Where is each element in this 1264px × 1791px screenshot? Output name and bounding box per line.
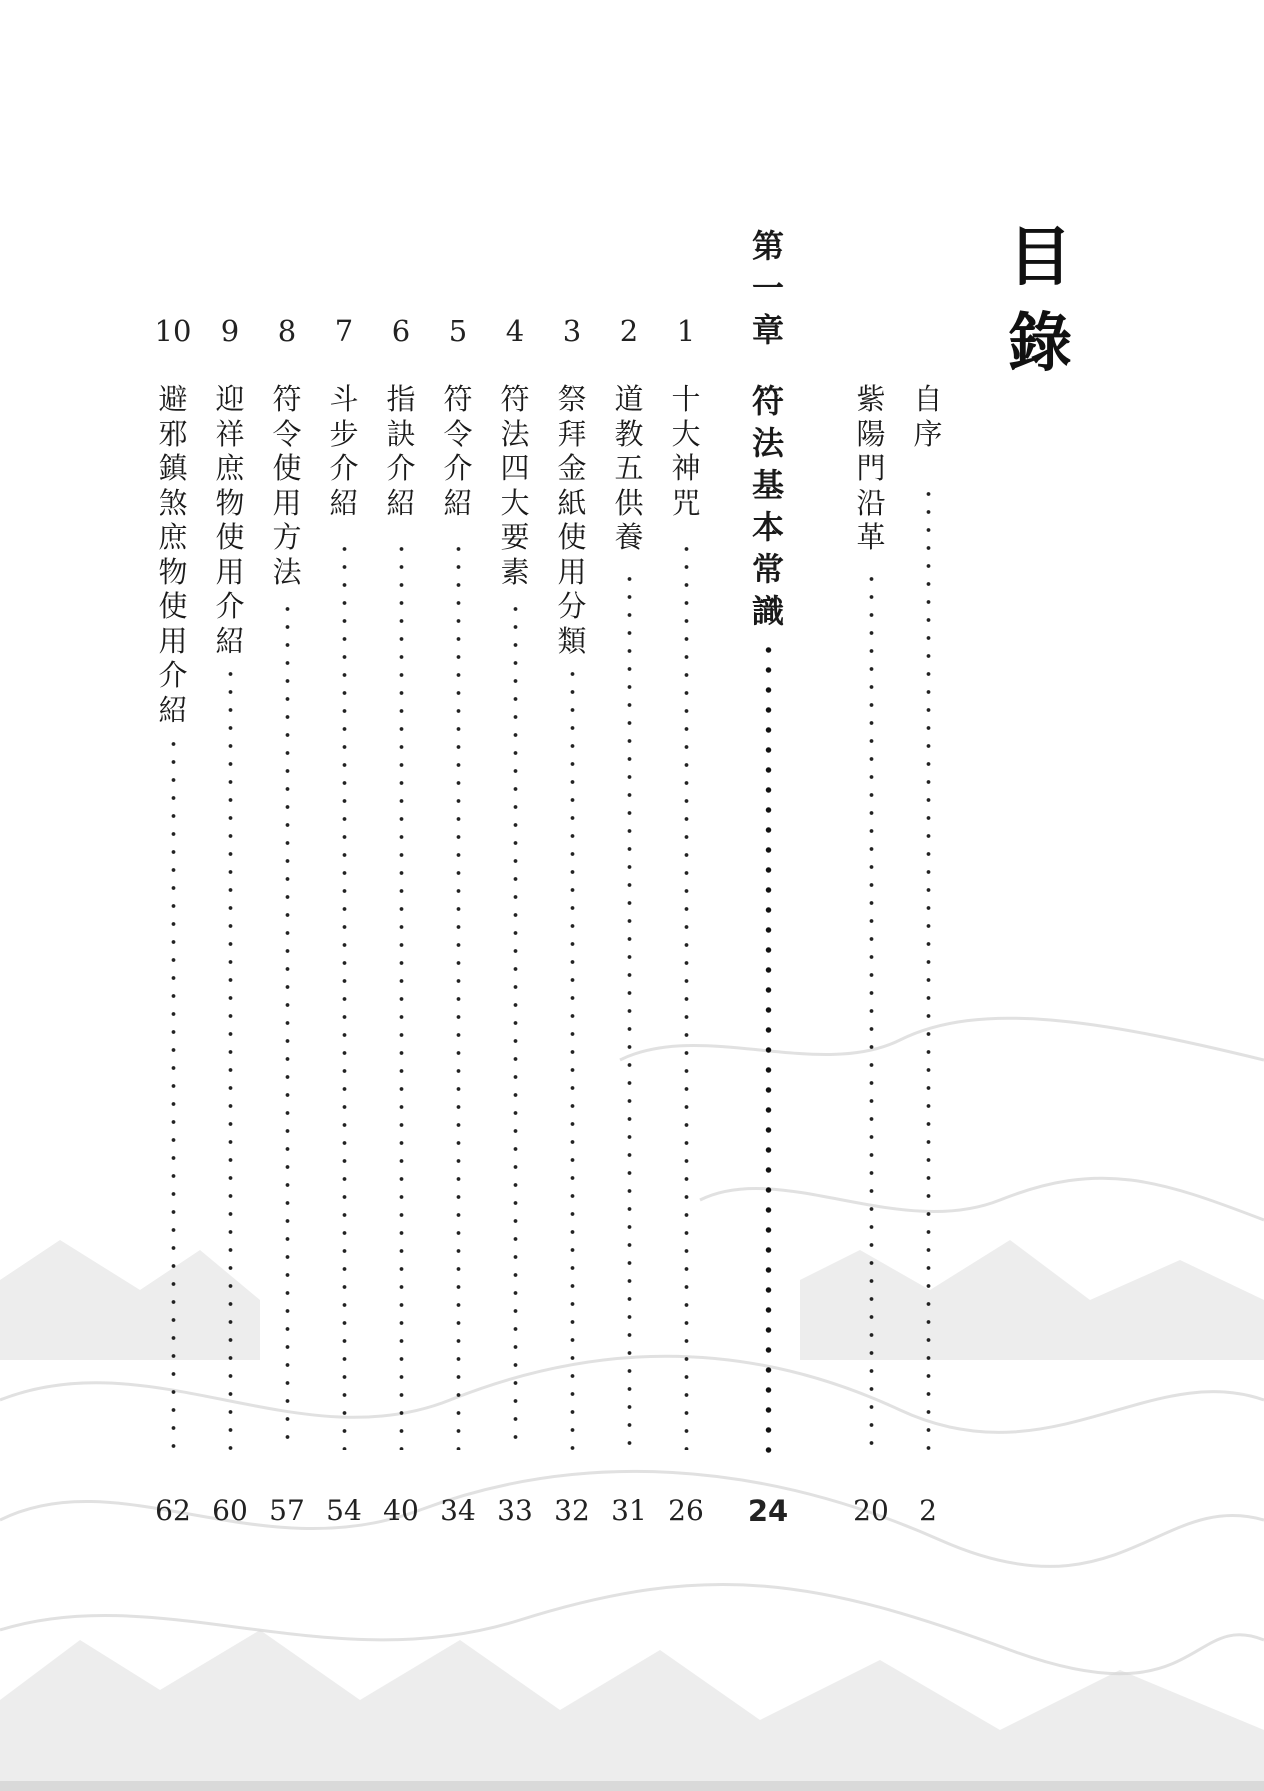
toc-entry-number: 1 bbox=[676, 314, 696, 348]
toc-entry-title: 十 大 神 咒 bbox=[671, 382, 701, 520]
toc-entry-number: 9 bbox=[220, 314, 240, 348]
toc-leader-dots bbox=[627, 570, 632, 1450]
toc-entry-number: 4 bbox=[505, 314, 525, 348]
toc-leader-dots bbox=[456, 540, 461, 1450]
toc-entry-title: 符 令 使 用 方 法 bbox=[272, 382, 302, 589]
toc-leader-dots bbox=[869, 570, 874, 1450]
toc-page-number: 32 bbox=[554, 1494, 590, 1527]
toc-entry-number: 8 bbox=[277, 314, 297, 348]
toc-leader-dots bbox=[926, 485, 931, 1450]
toc-entry-title: 道 教 五 供 養 bbox=[614, 382, 644, 554]
toc-entry-number: 5 bbox=[448, 314, 468, 348]
toc-entry-title: 符 令 介 紹 bbox=[443, 382, 473, 520]
toc-entry-number: 2 bbox=[619, 314, 639, 348]
toc-page-number: 24 bbox=[747, 1494, 789, 1528]
toc-entry-number: 6 bbox=[391, 314, 411, 348]
toc-page-number: 26 bbox=[668, 1494, 704, 1527]
toc-leader-dots bbox=[171, 735, 176, 1450]
toc-page-number: 62 bbox=[155, 1494, 191, 1527]
toc-leader-dots bbox=[513, 600, 518, 1450]
toc-leader-dots bbox=[570, 665, 575, 1450]
toc-page-number: 2 bbox=[919, 1494, 937, 1527]
toc-entry-title: 符 法 四 大 要 素 bbox=[500, 382, 530, 589]
toc-page-number: 20 bbox=[853, 1494, 889, 1527]
page-title bbox=[1000, 215, 1080, 387]
toc-page-number: 33 bbox=[497, 1494, 533, 1527]
toc-page-number: 54 bbox=[326, 1494, 362, 1527]
toc-entry-title: 避 邪 鎮 煞 庶 物 使 用 介 紹 bbox=[158, 382, 188, 727]
toc-entry-number: 3 bbox=[562, 314, 582, 348]
toc-chapter-title: 符 法 基 本 常 識 bbox=[751, 382, 784, 630]
toc-leader-dots bbox=[285, 600, 290, 1450]
toc-leader-dots bbox=[342, 540, 347, 1450]
toc-page-number: 31 bbox=[611, 1494, 647, 1527]
background-landscape-texture bbox=[0, 640, 1264, 1791]
toc-entry-number: 7 bbox=[334, 314, 354, 348]
toc-page-number: 57 bbox=[269, 1494, 305, 1527]
page-bottom-edge bbox=[0, 1781, 1264, 1791]
toc-leader-dots bbox=[399, 540, 404, 1450]
toc-entry-title: 自 序 bbox=[913, 382, 943, 451]
toc-entry-title: 斗 步 介 紹 bbox=[329, 382, 359, 520]
toc-entry-title: 紫 陽 門 沿 革 bbox=[856, 382, 886, 554]
toc-entry-title: 指 訣 介 紹 bbox=[386, 382, 416, 520]
toc-entry-number: 10 bbox=[154, 314, 192, 348]
toc-page-number: 60 bbox=[212, 1494, 248, 1527]
page-title-char: 目 bbox=[1008, 221, 1072, 295]
toc-page-number: 34 bbox=[440, 1494, 476, 1527]
toc-entry-title: 祭 拜 金 紙 使 用 分 類 bbox=[557, 382, 587, 658]
toc-leader-dots bbox=[684, 540, 689, 1450]
toc-leader-dots bbox=[765, 640, 772, 1455]
toc-chapter-label: 第 一 章 bbox=[751, 227, 784, 349]
page-title-char: 錄 bbox=[1008, 307, 1072, 381]
toc-leader-dots bbox=[228, 665, 233, 1450]
toc-entry-title: 迎 祥 庶 物 使 用 介 紹 bbox=[215, 382, 245, 658]
toc-page-number: 40 bbox=[383, 1494, 419, 1527]
